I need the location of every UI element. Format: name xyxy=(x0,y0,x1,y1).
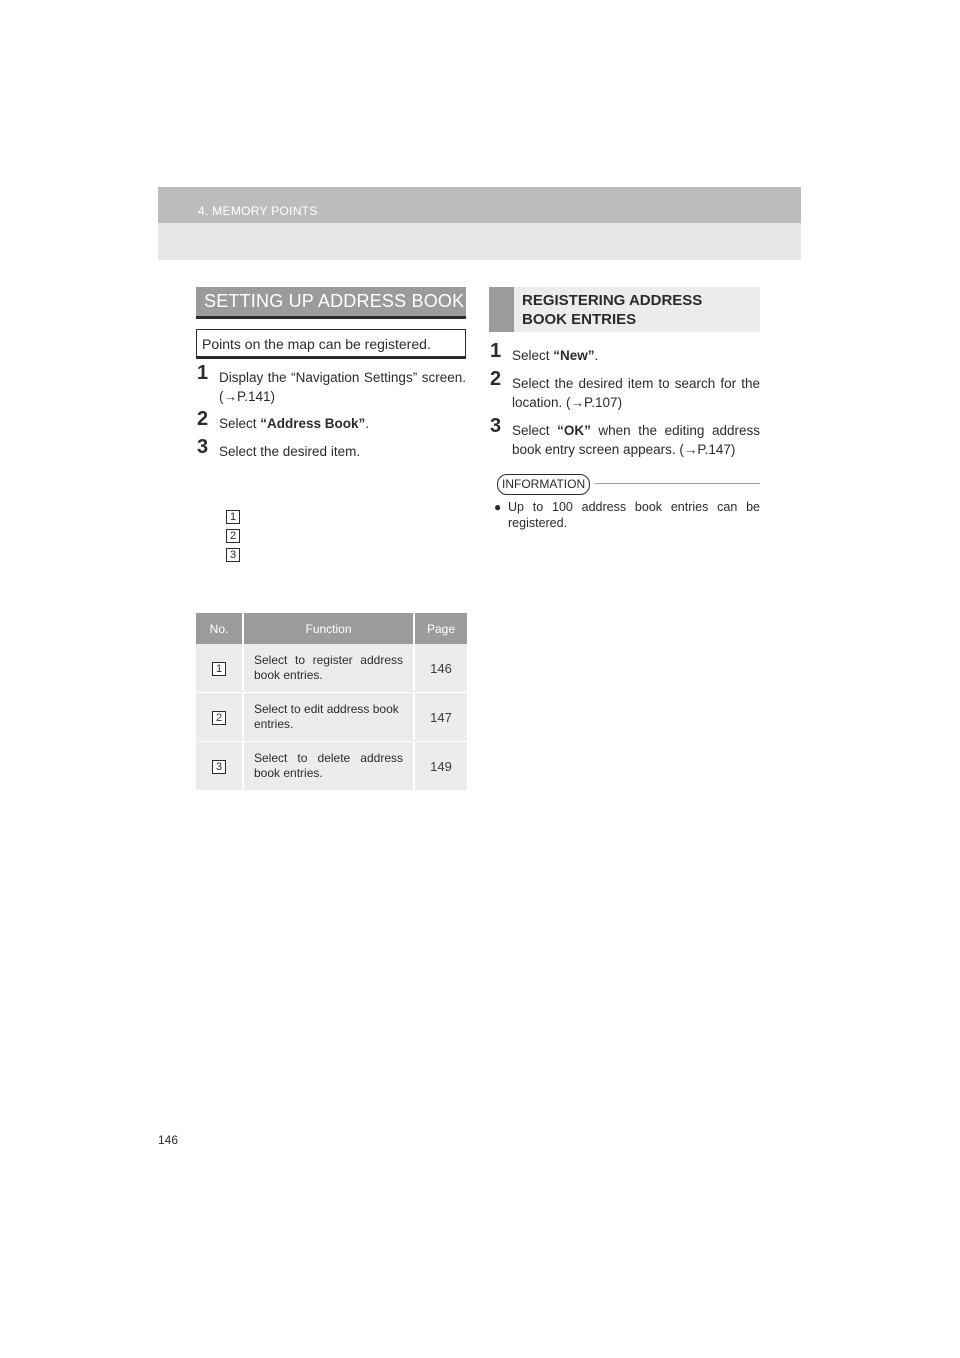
step-number: 2 xyxy=(197,408,209,430)
information-divider xyxy=(595,483,760,484)
column-header-function: Function xyxy=(243,613,414,644)
row-page-cell: 149 xyxy=(414,742,467,791)
information-text xyxy=(494,499,760,531)
table-row xyxy=(196,742,467,791)
chapter-title: 4. MEMORY POINTS xyxy=(198,204,318,218)
section-title-line-2: BOOK ENTRIES xyxy=(522,311,637,328)
step-bold-text: “OK” xyxy=(557,423,591,438)
step-number: 3 xyxy=(197,436,209,458)
function-table xyxy=(196,613,467,791)
intro-box xyxy=(196,329,466,359)
row-function-cell: Select to register address book entries. xyxy=(243,644,414,693)
section-title-line-1: REGISTERING ADDRESS xyxy=(522,292,703,309)
section-title-registering xyxy=(489,287,760,332)
row-number-marker: 2 xyxy=(212,711,226,725)
step-text-after: . xyxy=(365,416,370,431)
information-label: INFORMATION xyxy=(497,474,590,495)
table-row xyxy=(196,693,467,742)
left-step-1 xyxy=(197,362,466,406)
section-title-setting-up xyxy=(196,287,466,319)
step-bold-text: “New” xyxy=(553,348,595,363)
chapter-header-bar xyxy=(158,187,801,223)
column-header-no: No. xyxy=(196,613,243,644)
step-text: Select xyxy=(512,348,554,363)
step-number: 2 xyxy=(490,368,502,390)
step-bold-text: “Address Book” xyxy=(260,416,366,431)
step-number: 3 xyxy=(490,415,502,437)
left-step-3 xyxy=(197,436,466,461)
section-title-text: SETTING UP ADDRESS BOOK xyxy=(204,291,465,311)
intro-text: Points on the map can be registered. xyxy=(202,336,431,352)
page-number: 146 xyxy=(158,1133,179,1147)
row-number-cell xyxy=(196,742,243,791)
row-number-marker: 3 xyxy=(212,760,226,774)
callout-marker-2: 2 xyxy=(226,529,240,543)
row-page-cell: 146 xyxy=(414,644,467,693)
information-body: Up to 100 address book entries can be registered. xyxy=(508,500,760,530)
right-step-2 xyxy=(490,368,760,412)
step-text: Display the “Navigation Settings” screen. (→P.141) xyxy=(219,370,466,404)
callout-marker-1: 1 xyxy=(226,510,240,524)
right-step-1 xyxy=(490,340,760,365)
row-function-cell: Select to edit address book entries. xyxy=(243,693,414,742)
row-number-cell xyxy=(196,644,243,693)
bullet-icon: ● xyxy=(494,500,502,514)
row-function-cell: Select to delete address book entries. xyxy=(243,742,414,791)
step-text-after: when the editing address book entry screen appears. (→P.147) xyxy=(512,423,760,457)
table-row xyxy=(196,644,467,693)
column-header-page: Page xyxy=(414,613,467,644)
row-number-marker: 1 xyxy=(212,662,226,676)
step-text: Select the desired item to search for the location. (→P.107) xyxy=(512,376,760,410)
step-number: 1 xyxy=(197,362,209,384)
table-header-row xyxy=(196,613,467,644)
right-step-3 xyxy=(490,415,760,459)
left-step-2 xyxy=(197,408,466,433)
section-title-text xyxy=(522,291,752,329)
step-number: 1 xyxy=(490,340,502,362)
section-title-accent-bar xyxy=(489,287,514,332)
step-text-after: . xyxy=(594,348,599,363)
step-text: Select the desired item. xyxy=(219,444,361,459)
step-text: Select xyxy=(219,416,261,431)
chapter-header xyxy=(158,187,801,260)
step-text: Select xyxy=(512,423,558,438)
row-number-cell xyxy=(196,693,243,742)
callout-marker-3: 3 xyxy=(226,548,240,562)
row-page-cell: 147 xyxy=(414,693,467,742)
